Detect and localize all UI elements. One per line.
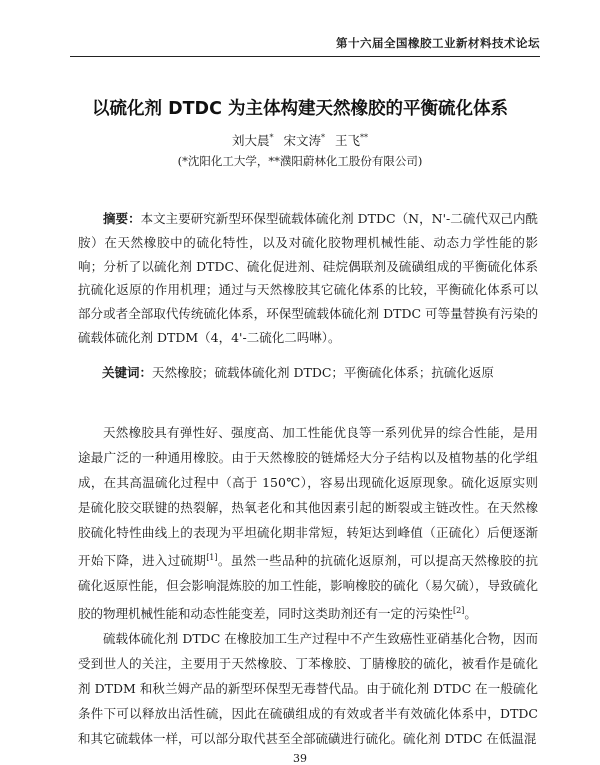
author: 宋文涛* [283,132,325,148]
citation[interactable]: [2] [453,606,465,616]
paper-title: 以硫化剂 DTDC 为主体构建天然橡胶的平衡硫化体系 [91,99,509,119]
keywords-label: 关键词： [102,365,153,380]
running-header: 第十六届全国橡胶工业新材料技术论坛 [336,36,540,50]
author: 王飞** [334,132,368,148]
body-paragraph: 硫载体硫化剂 DTDC 在橡胶加工生产过程中不产生致癌性亚硝基化合物，因而受到世人的关注，主要用于天然橡胶、丁苯橡胶、丁腈橡胶的硫化，被看作是硫化剂 DTDM 和秋兰姆产品的新型环保型无毒替代品。由于硫化剂 DTDC 在一般硫化条件下可以释放出活性硫，因此在硫磺组成的有效或者半有效硫化体系中，DTDC 和其它硫载体一样，可以部分取代甚至全部硫磺进行硫化。硫化剂 DTDC 在低温混 [78,631,538,747]
author-list [0,131,600,149]
citation[interactable]: [1] [206,553,218,562]
keywords [102,363,538,381]
body-paragraph: 天然橡胶具有弹性好、强度高、加工性能优良等一系列优异的综合性能，是用途最广泛的一种通用橡胶。由于天然橡胶的链烯烃大分子结构以及植物基的化学组成，在其高温硫化过程中（高于 150℃），容易出现硫化返原现象。硫化返原实则是硫化胶交联键的热裂解，热氧老化和其他因素引起的断裂或主链改性。在天然橡胶硫化特性曲线上的表现为平坦硫化期非常短，转矩达到峰值（正硫化）后便逐渐开始下降，进入过硫期[1]。虽然一些品种的抗硫化返原剂，可以提高天然橡胶的抗硫化返原性能，但会影响混炼胶的加工性能，影响橡胶的硫化（易欠硫），导致硫化胶的物理机械性能和动态性能变差，同时这类助剂还有一定的污染性[2]。 [78,425,538,622]
abstract [78,207,538,350]
abstract-text: 本文主要研究新型环保型硫载体硫化剂 DTDC（N，N'-二硫代双己内酰胺）在天然橡胶中的硫化特性，以及对硫化胶物理机械性能、动态力学性能的影响；分析了以硫化剂 DTDC、硫化促进剂、硅烷偶联剂及硫磺组成的平衡硫化体系抗硫化返原的作用机理；通过与天然橡胶其它硫化体系的比较，平衡硫化体系可以部分或者全部取代传统硫化体系，环保型硫载体硫化剂 DTDC 可等量替换有污染的硫载体硫化剂 DTDM（4，4'-二硫化二吗啉）。 [78,211,538,345]
abstract-label: 摘要： [103,211,141,226]
body-text [78,420,538,751]
page-number: 39 [293,752,307,765]
author: 刘大晨* [231,132,274,148]
affiliation: (*沈阳化工大学，**濮阳蔚林化工股份有限公司) [177,154,423,168]
keywords-text: 天然橡胶；硫载体硫化剂 DTDC；平衡硫化体系；抗硫化返原 [152,365,494,380]
header-rule [70,56,540,57]
